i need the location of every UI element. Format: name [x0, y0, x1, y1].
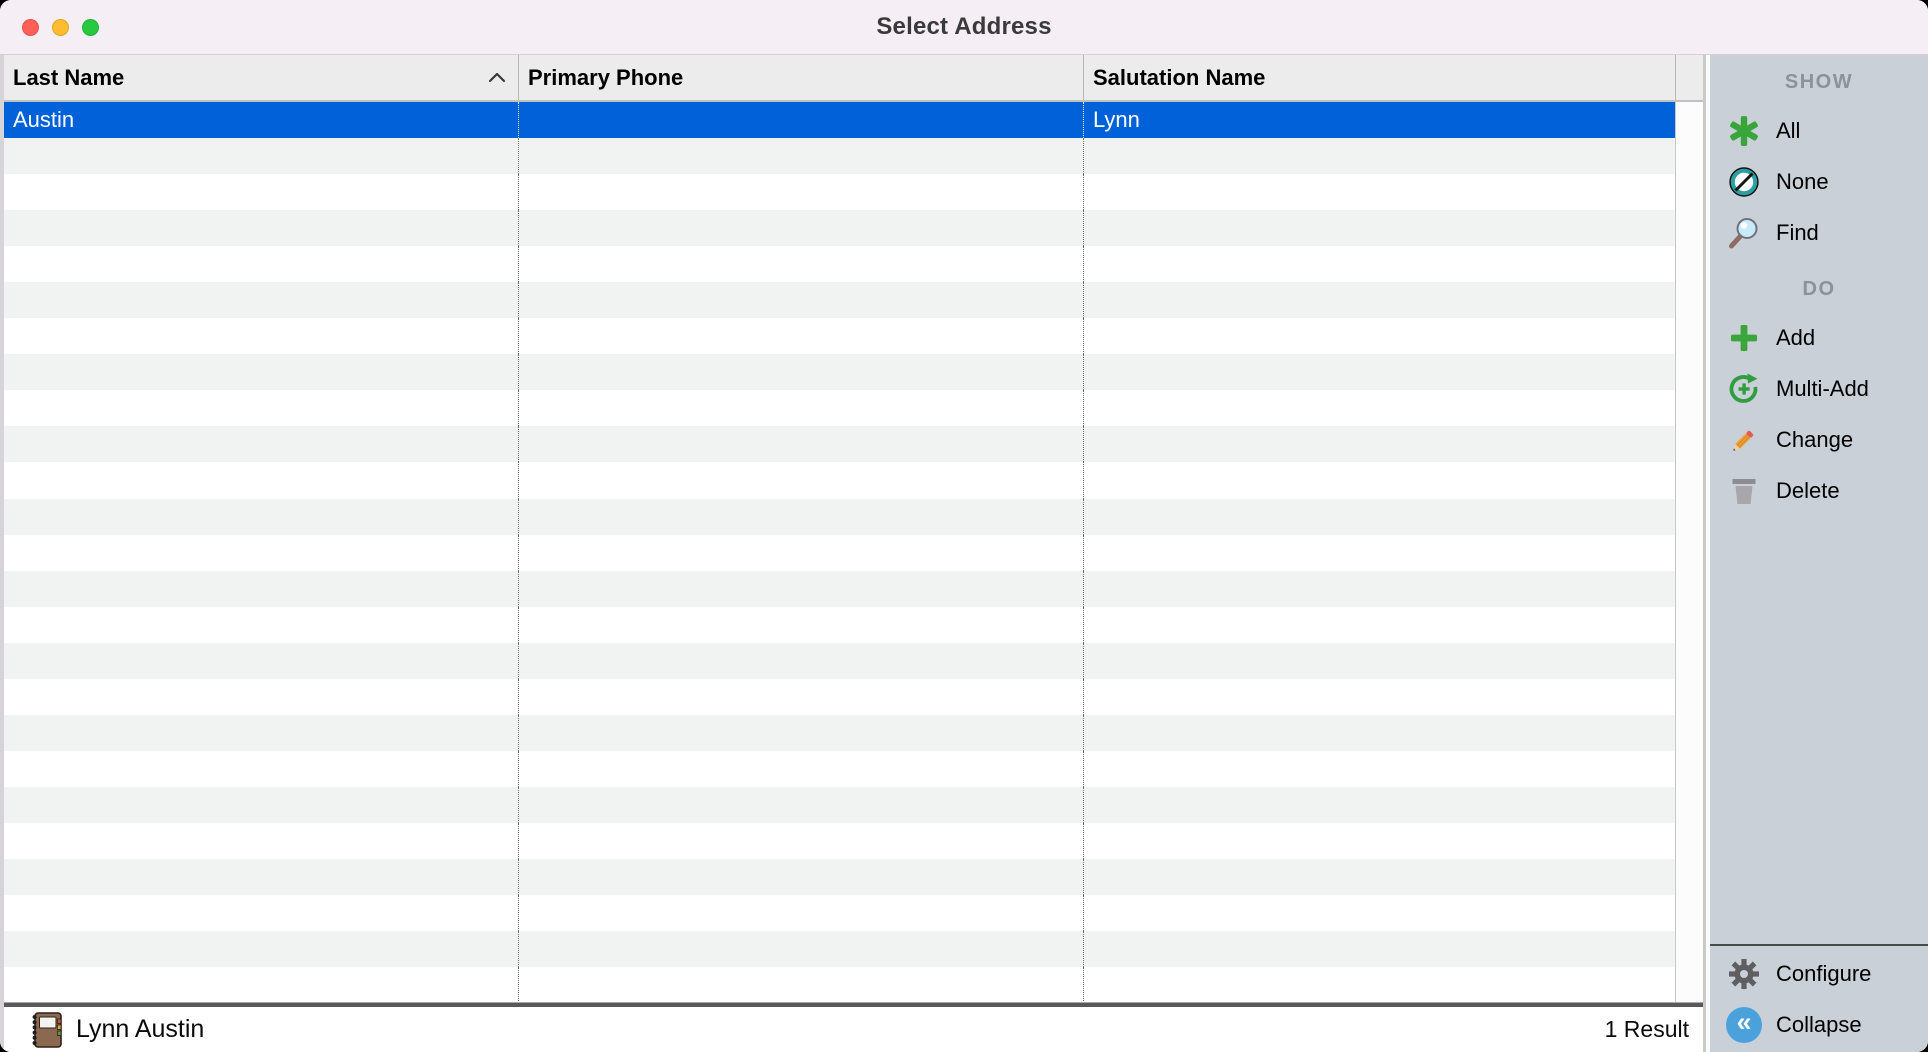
table-cell[interactable]	[518, 210, 1083, 246]
table-cell[interactable]	[1083, 354, 1675, 390]
table-cell[interactable]	[4, 354, 518, 390]
delete-label: Delete	[1776, 477, 1840, 503]
table-cell[interactable]	[518, 318, 1083, 354]
table-cell[interactable]	[4, 282, 518, 318]
table-row-empty[interactable]	[4, 499, 1703, 535]
table-cell[interactable]	[4, 751, 518, 787]
table-cell[interactable]	[1083, 499, 1675, 535]
asterisk-icon	[1726, 113, 1762, 149]
table-cell[interactable]	[4, 715, 518, 751]
table-row-empty[interactable]	[4, 354, 1703, 390]
row-spacer-cell	[1675, 823, 1703, 859]
collapse-button[interactable]	[1710, 999, 1928, 1050]
table-cell[interactable]	[4, 895, 518, 931]
column-header-primary-phone[interactable]	[518, 55, 1083, 100]
table-cell[interactable]	[4, 499, 518, 535]
table-cell[interactable]	[518, 499, 1083, 535]
find-label: Find	[1776, 219, 1819, 245]
table-cell[interactable]	[4, 138, 518, 174]
table-cell[interactable]	[4, 318, 518, 354]
row-spacer-cell	[1675, 715, 1703, 751]
table-cell[interactable]	[1083, 426, 1675, 462]
table-row-empty[interactable]	[4, 174, 1703, 210]
show-section-header: SHOW	[1784, 71, 1854, 93]
row-spacer-cell	[1675, 571, 1703, 607]
table-cell[interactable]	[1083, 715, 1675, 751]
circular-arrow-plus-icon	[1726, 371, 1762, 407]
table-cell[interactable]	[4, 859, 518, 895]
table-row-empty[interactable]	[4, 210, 1703, 246]
row-spacer-cell	[1675, 246, 1703, 282]
table-row-empty[interactable]	[4, 571, 1703, 607]
table-cell[interactable]	[1083, 390, 1675, 426]
table-cell[interactable]	[1083, 679, 1675, 715]
table-row-empty[interactable]	[4, 607, 1703, 643]
window-title: Select Address	[876, 13, 1052, 40]
table-cell[interactable]	[518, 859, 1083, 895]
row-spacer-cell	[1675, 967, 1703, 1002]
table-cell[interactable]	[518, 462, 1083, 498]
table-cell[interactable]	[518, 823, 1083, 859]
table-cell[interactable]: Lynn	[1083, 102, 1675, 138]
collapse-label: Collapse	[1776, 1011, 1862, 1037]
add-label: Add	[1776, 324, 1816, 350]
column-header-label: Salutation Name	[1093, 65, 1266, 90]
row-spacer-cell	[1675, 426, 1703, 462]
show-section	[1710, 67, 1928, 258]
column-header-label: Last Name	[13, 65, 125, 90]
collapse-chevrons-icon: «	[1726, 1007, 1762, 1043]
show-all-label: All	[1776, 117, 1801, 143]
table-cell[interactable]	[518, 282, 1083, 318]
table-row-empty[interactable]	[4, 715, 1703, 751]
row-spacer-cell	[1675, 607, 1703, 643]
table-cell[interactable]	[4, 931, 518, 967]
table-row-empty[interactable]	[4, 138, 1703, 174]
table-cell[interactable]	[1083, 643, 1675, 679]
table-cell[interactable]	[518, 931, 1083, 967]
change-label: Change	[1776, 426, 1854, 452]
action-sidebar	[1706, 55, 1928, 1052]
table-cell[interactable]	[1083, 751, 1675, 787]
table-cell[interactable]	[4, 426, 518, 462]
table-cell[interactable]	[518, 715, 1083, 751]
table-cell[interactable]	[1083, 318, 1675, 354]
table-row-empty[interactable]	[4, 895, 1703, 931]
table-row-empty[interactable]	[4, 535, 1703, 571]
table-row-empty[interactable]	[4, 462, 1703, 498]
table-cell[interactable]	[4, 174, 518, 210]
plus-icon	[1726, 320, 1762, 356]
table-body	[4, 102, 1703, 1002]
magnifier-icon	[1726, 215, 1762, 251]
sort-ascending-icon	[488, 72, 506, 83]
table-cell[interactable]	[4, 210, 518, 246]
titlebar	[0, 0, 1928, 55]
table-cell[interactable]	[4, 607, 518, 643]
multi-add-button[interactable]	[1710, 363, 1928, 414]
table-cell[interactable]	[4, 787, 518, 823]
table-cell[interactable]	[4, 246, 518, 282]
table-row-empty[interactable]	[4, 318, 1703, 354]
row-spacer-cell	[1675, 895, 1703, 931]
table-cell[interactable]	[1083, 823, 1675, 859]
table-header	[4, 55, 1703, 102]
table-cell[interactable]	[1083, 138, 1675, 174]
table-cell[interactable]	[518, 895, 1083, 931]
table-cell[interactable]	[518, 138, 1083, 174]
table-row-empty[interactable]	[4, 967, 1703, 1002]
column-header-label: Primary Phone	[528, 65, 684, 90]
add-button[interactable]	[1710, 312, 1928, 363]
row-spacer-cell	[1675, 318, 1703, 354]
table-row-empty[interactable]	[4, 751, 1703, 787]
table-row-empty[interactable]	[4, 679, 1703, 715]
table-cell[interactable]	[4, 643, 518, 679]
row-spacer-cell	[1675, 174, 1703, 210]
column-header-salutation-name[interactable]	[1083, 55, 1675, 100]
table-cell[interactable]	[1083, 282, 1675, 318]
row-spacer-cell	[1675, 751, 1703, 787]
table-row-empty[interactable]	[4, 426, 1703, 462]
table-cell[interactable]	[4, 967, 518, 1002]
table-row-empty[interactable]	[4, 931, 1703, 967]
statusbar	[4, 1007, 1703, 1052]
sidebar-footer	[1710, 944, 1928, 1052]
trash-icon	[1726, 473, 1762, 509]
table-row-empty[interactable]	[4, 823, 1703, 859]
table-cell[interactable]	[518, 354, 1083, 390]
table-cell[interactable]	[1083, 535, 1675, 571]
table-cell[interactable]	[1083, 859, 1675, 895]
table-cell[interactable]	[4, 823, 518, 859]
row-spacer-cell	[1675, 390, 1703, 426]
table-cell[interactable]	[518, 390, 1083, 426]
row-spacer-cell	[1675, 931, 1703, 967]
table-cell[interactable]	[518, 787, 1083, 823]
table-row-empty[interactable]	[4, 282, 1703, 318]
result-count: 1 Result	[1604, 1016, 1689, 1042]
table-cell[interactable]	[518, 643, 1083, 679]
table-cell[interactable]	[1083, 210, 1675, 246]
column-header-spacer	[1675, 55, 1703, 100]
row-spacer-cell	[1675, 499, 1703, 535]
close-button[interactable]	[22, 19, 39, 36]
table-row-empty[interactable]	[4, 246, 1703, 282]
table-cell[interactable]	[518, 426, 1083, 462]
sidebar-footer-divider	[1710, 944, 1928, 946]
row-spacer-cell	[1675, 282, 1703, 318]
table-cell[interactable]	[1083, 967, 1675, 1002]
table-cell[interactable]	[1083, 787, 1675, 823]
find-button[interactable]	[1710, 207, 1928, 258]
pencil-icon	[1726, 422, 1762, 458]
table-cell[interactable]	[518, 679, 1083, 715]
row-spacer-cell	[1675, 102, 1703, 138]
table-cell[interactable]	[518, 174, 1083, 210]
row-spacer-cell	[1675, 354, 1703, 390]
table-cell[interactable]	[4, 535, 518, 571]
no-circle-icon	[1726, 164, 1762, 200]
show-none-label: None	[1776, 168, 1829, 194]
table-cell[interactable]	[518, 571, 1083, 607]
show-none-button[interactable]	[1710, 156, 1928, 207]
table-row-empty[interactable]	[4, 859, 1703, 895]
table-cell[interactable]: Austin	[4, 102, 518, 138]
table-cell[interactable]	[518, 607, 1083, 643]
gear-icon	[1726, 956, 1762, 992]
row-spacer-cell	[1675, 859, 1703, 895]
table-cell[interactable]	[1083, 895, 1675, 931]
change-button[interactable]	[1710, 414, 1928, 465]
row-spacer-cell	[1675, 462, 1703, 498]
table-cell[interactable]	[1083, 462, 1675, 498]
row-spacer-cell	[1675, 643, 1703, 679]
table-cell[interactable]	[4, 462, 518, 498]
table-row[interactable]	[4, 102, 1703, 138]
table-cell[interactable]	[1083, 246, 1675, 282]
table-cell[interactable]	[518, 102, 1083, 138]
configure-label: Configure	[1776, 960, 1872, 986]
table-cell[interactable]	[518, 535, 1083, 571]
column-header-last-name[interactable]	[4, 55, 518, 100]
table-pane	[0, 55, 1706, 1052]
table-cell[interactable]	[4, 390, 518, 426]
multi-add-label: Multi-Add	[1776, 375, 1869, 401]
row-spacer-cell	[1675, 210, 1703, 246]
table-cell[interactable]	[518, 246, 1083, 282]
table-cell[interactable]	[518, 967, 1083, 1002]
table-cell[interactable]	[1083, 607, 1675, 643]
window-controls	[22, 19, 99, 36]
row-spacer-cell	[1675, 679, 1703, 715]
configure-button[interactable]	[1710, 948, 1928, 999]
do-section-header: DO	[1802, 278, 1836, 300]
table-row-empty[interactable]	[4, 787, 1703, 823]
row-spacer-cell	[1675, 787, 1703, 823]
table-cell[interactable]	[1083, 174, 1675, 210]
table-cell[interactable]	[1083, 931, 1675, 967]
table-cell[interactable]	[1083, 571, 1675, 607]
table-row-empty[interactable]	[4, 390, 1703, 426]
table-cell[interactable]	[4, 679, 518, 715]
row-spacer-cell	[1675, 138, 1703, 174]
do-section	[1710, 274, 1928, 516]
current-record-name: Lynn Austin	[76, 1015, 205, 1043]
delete-button[interactable]	[1710, 465, 1928, 516]
table-cell[interactable]	[4, 571, 518, 607]
row-spacer-cell	[1675, 535, 1703, 571]
table-row-empty[interactable]	[4, 643, 1703, 679]
zoom-button[interactable]	[82, 19, 99, 36]
show-all-button[interactable]	[1710, 105, 1928, 156]
minimize-button[interactable]	[52, 19, 69, 36]
table-cell[interactable]	[518, 751, 1083, 787]
address-book-icon	[26, 1010, 66, 1050]
